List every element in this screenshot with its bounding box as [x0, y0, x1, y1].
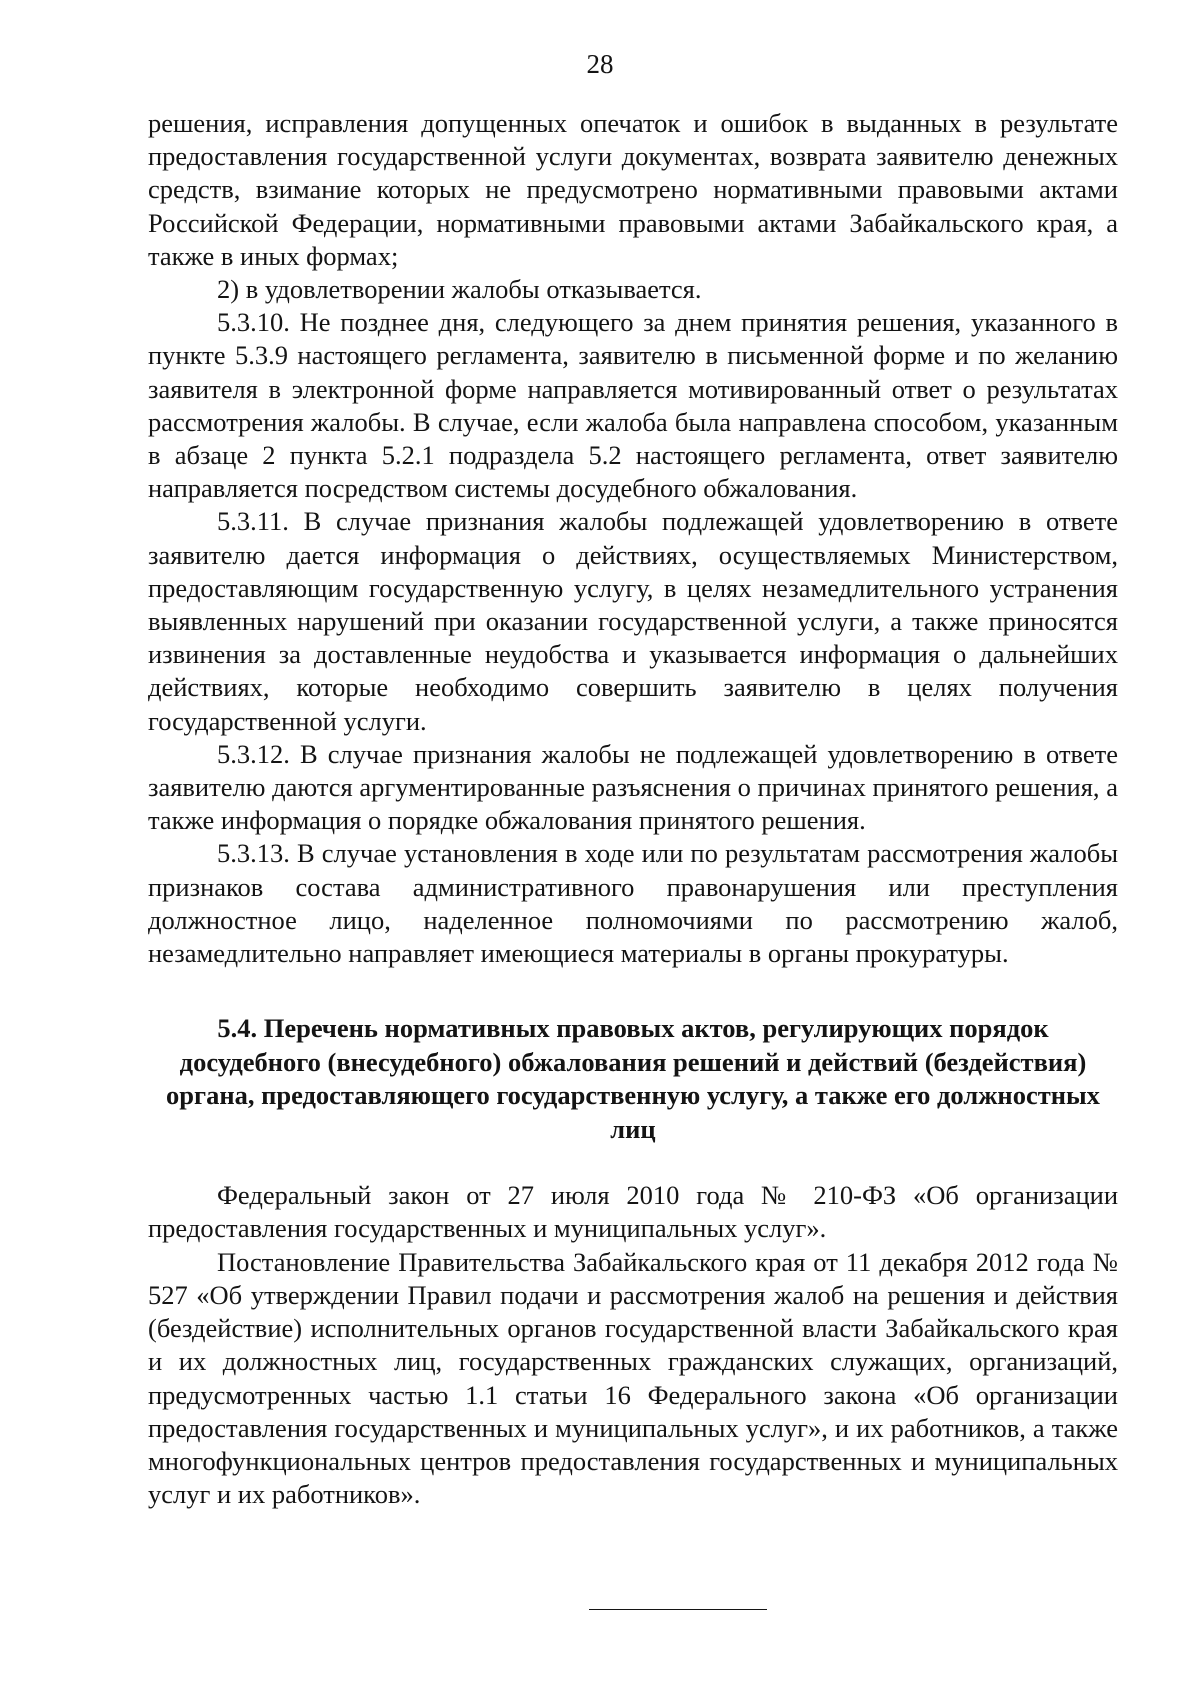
- section-heading-5-4: 5.4. Перечень нормативных правовых актов, регулирующих порядок досудебного (внесудебного) обжалования решений и действий (бездействия) органа, предоставляющего государственную услугу, а также его должностных лиц: [166, 1013, 1100, 1144]
- paragraph-resolution: Постановление Правительства Забайкальского края от 11 декабря 2012 года № 527 «Об утверждении Правил подачи и рассмотрения жалоб на решения и действия (бездействие) исполнительных органов государственной власти Забайкальского края и их должностных лиц, государственных гражданских служащих, организаций, предусмотренных частью 1.1 статьи 16 Федерального закона «Об организации предоставления государственных и муниципальных услуг», и их работников, а также многофункциональных центров предоставления государственных и муниципальных услуг и их работников».: [148, 1246, 1118, 1510]
- closing-divider-line: [589, 1609, 767, 1610]
- paragraph-5-3-12: 5.3.12. В случае признания жалобы не подлежащей удовлетворению в ответе заявителю даются аргументированные разъяснения о причинах принятого решения, а также информация о порядке обжалования принятого решения.: [148, 738, 1118, 836]
- paragraph-5-3-11: 5.3.11. В случае признания жалобы подлежащей удовлетворению в ответе заявителю дается информация о действиях, осуществляемых Министерством, предоставляющим государственную услугу, в целях незамедлительного устранения выявленных нарушений при оказании государственной услуги, а также приносятся извинения за доставленные неудобства и указывается информация о дальнейших действиях, которые необходимо совершить заявителю в целях получения государственной услуги.: [148, 506, 1118, 736]
- paragraph-5-3-10: 5.3.10. Не позднее дня, следующего за днем принятия решения, указанного в пункте 5.3.9 настоящего регламента, заявителю в письменной форме и по желанию заявителя в электронной форме направляется мотивированный ответ о результатах рассмотрения жалобы. В случае, если жалоба была направлена способом, указанным в абзаце 2 пункта 5.2.1 подраздела 5.2 настоящего регламента, ответ заявителю направляется посредством системы досудебного обжалования.: [148, 307, 1118, 504]
- document-body: [148, 107, 1118, 1511]
- paragraph-item-2: 2) в удовлетворении жалобы отказывается.: [217, 274, 702, 305]
- page-number: 28: [586, 49, 614, 79]
- paragraph-continuation: решения, исправления допущенных опечаток и ошибок в выданных в результате предоставления государственной услуги документах, возврата заявителю денежных средств, взимание которых не предусмотрено нормативными правовыми актами Российской Федерации, нормативными правовыми актами Забайкальского края, а также в иных формах;: [148, 108, 1118, 271]
- paragraph-federal-law: Федеральный закон от 27 июля 2010 года № 210-ФЗ «Об организации предоставления государственных и муниципальных услуг».: [148, 1180, 1118, 1244]
- paragraph-5-3-13: 5.3.13. В случае установления в ходе или по результатам рассмотрения жалобы признаков состава административного правонарушения или преступления должностное лицо, наделенное полномочиями по рассмотрению жалоб, незамедлительно направляет имеющиеся материалы в органы прокуратуры.: [148, 838, 1118, 969]
